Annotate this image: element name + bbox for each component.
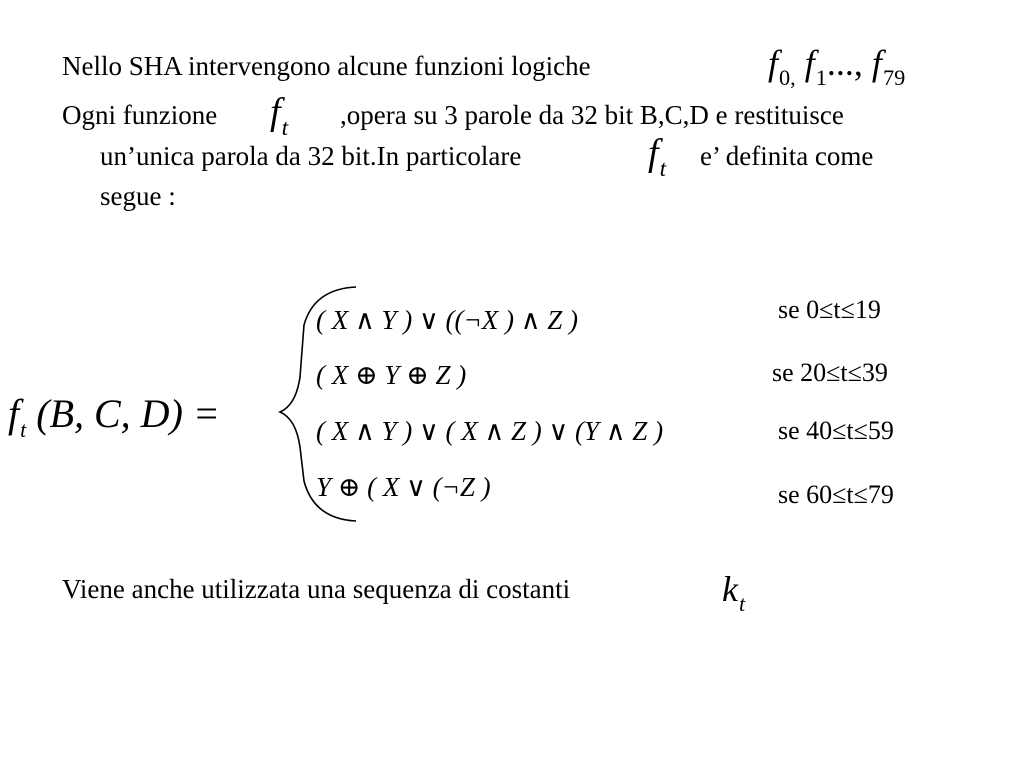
lhs-subscript: t [20,416,27,442]
intro-line-3a: un’unica parola da 32 bit.In particolare [100,141,522,171]
case-expression-1: ( X ∧ Y ) ∨ ((¬X ) ∧ Z ) [316,305,578,335]
f0-subscript: 0, [779,65,796,91]
case-expression-2: ( X ⊕ Y ⊕ Z ) [316,360,467,390]
case-condition-2: se 20≤t≤39 [772,358,888,387]
function-list [768,42,906,91]
footer-text: Viene anche utilizzata una sequenza di costanti [62,574,571,604]
f1-symbol: f [804,43,815,83]
k-symbol: k [722,569,738,609]
intro-line-4: segue : [100,181,176,211]
f0-symbol: f [768,43,779,83]
ft-inline-1 [270,90,289,141]
f1-subscript: 1 [815,65,827,91]
case-condition-4: se 60≤t≤79 [778,480,894,509]
ellipsis: ..., [826,43,863,83]
kt-symbol-group [722,568,746,617]
case-expression-3: ( X ∧ Y ) ∨ ( X ∧ Z ) ∨ (Y ∧ Z ) [316,416,664,446]
intro-line-2a: Ogni funzione [62,100,218,130]
f79-symbol: f [871,43,882,83]
lhs-f-symbol: f [8,391,20,436]
case-condition-3: se 40≤t≤59 [778,416,894,445]
case-expression-4: Y ⊕ ( X ∨ (¬Z ) [316,472,491,502]
case-condition-1: se 0≤t≤19 [778,295,881,324]
definition-lhs [8,390,220,442]
ft-subscript: t [281,114,289,141]
intro-line-2b: ,opera su 3 parole da 32 bit B,C,D e restituisce [340,100,844,130]
lhs-arguments: (B, C, D) = [36,391,220,436]
intro-line-3b: e’ definita come [700,141,874,171]
intro-line-1: Nello SHA intervengono alcune funzioni logiche [62,51,591,81]
f79-subscript: 79 [882,65,906,91]
ft-symbol: f [270,91,281,133]
ft-symbol: f [648,132,659,174]
ft-subscript: t [659,155,667,182]
k-subscript: t [738,591,746,617]
ft-inline-2 [648,131,667,182]
